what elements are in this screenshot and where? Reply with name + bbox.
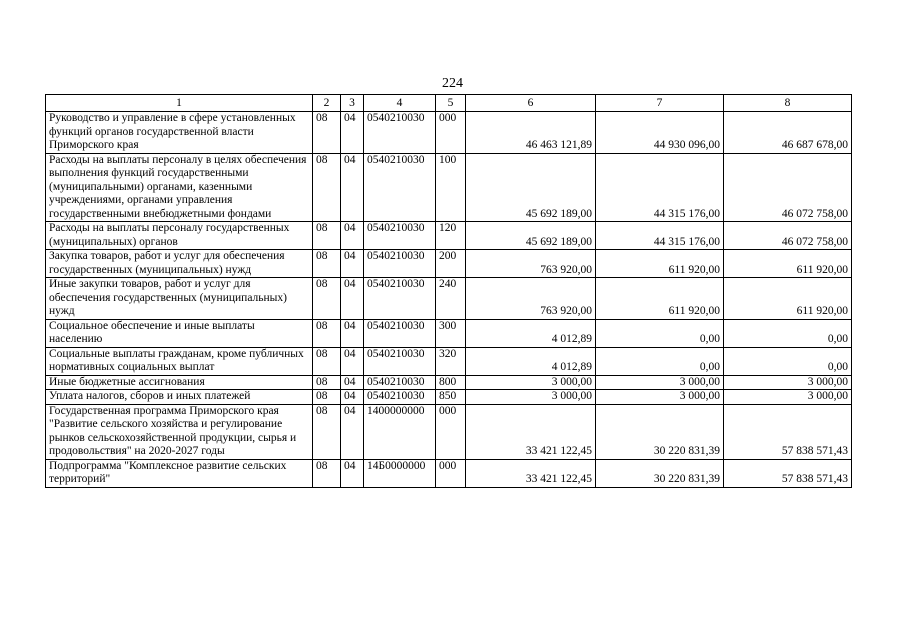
amount-col-8: 3 000,00: [724, 375, 852, 390]
row-name: Социальное обеспечение и иные выплаты населению: [46, 319, 313, 347]
row-name: Социальные выплаты гражданам, кроме публичных нормативных социальных выплат: [46, 347, 313, 375]
amount-col-6: 763 920,00: [466, 278, 596, 320]
section-code: 08: [313, 347, 341, 375]
row-name: Руководство и управление в сфере установленных функций органов государственной власти Приморского края: [46, 112, 313, 154]
amount-col-6: 3 000,00: [466, 390, 596, 405]
subsection-code: 04: [341, 390, 364, 405]
section-code: 08: [313, 459, 341, 487]
table-row: [46, 222, 852, 250]
target-article-code: 0540210030: [364, 390, 436, 405]
target-article-code: 0540210030: [364, 375, 436, 390]
amount-col-7: 3 000,00: [596, 390, 724, 405]
section-code: 08: [313, 112, 341, 154]
amount-col-7: 44 315 176,00: [596, 222, 724, 250]
target-article-code: 0540210030: [364, 112, 436, 154]
amount-col-6: 33 421 122,45: [466, 459, 596, 487]
table-row: [46, 404, 852, 459]
column-header: 6: [466, 95, 596, 112]
amount-col-6: 763 920,00: [466, 250, 596, 278]
table-row: [46, 390, 852, 405]
table-row: [46, 112, 852, 154]
row-name: Государственная программа Приморского края "Развитие сельского хозяйства и регулирование рынков сельскохозяйственной продукции, сырья и продовольствия" на 2020-2027 годы: [46, 404, 313, 459]
amount-col-6: 46 463 121,89: [466, 112, 596, 154]
amount-col-8: 46 072 758,00: [724, 153, 852, 222]
budget-table: [45, 94, 852, 488]
subsection-code: 04: [341, 459, 364, 487]
section-code: 08: [313, 390, 341, 405]
row-name: Расходы на выплаты персоналу в целях обеспечения выполнения функций государственными (муниципальными) органами, казенными учреждениями, органами управления государственными внебюджетными фондами: [46, 153, 313, 222]
amount-col-7: 30 220 831,39: [596, 404, 724, 459]
amount-col-7: 611 920,00: [596, 250, 724, 278]
amount-col-6: 4 012,89: [466, 347, 596, 375]
amount-col-8: 46 687 678,00: [724, 112, 852, 154]
subsection-code: 04: [341, 222, 364, 250]
section-code: 08: [313, 404, 341, 459]
column-header: 3: [341, 95, 364, 112]
page-number: 224: [442, 76, 463, 91]
amount-col-8: 0,00: [724, 347, 852, 375]
amount-col-6: 4 012,89: [466, 319, 596, 347]
column-header: 1: [46, 95, 313, 112]
row-name: Расходы на выплаты персоналу государственных (муниципальных) органов: [46, 222, 313, 250]
table-header-row: [46, 95, 852, 112]
table-row: [46, 278, 852, 320]
amount-col-8: 46 072 758,00: [724, 222, 852, 250]
target-article-code: 0540210030: [364, 278, 436, 320]
column-header: 5: [436, 95, 466, 112]
expense-type-code: 100: [436, 153, 466, 222]
target-article-code: 0540210030: [364, 250, 436, 278]
amount-col-7: 0,00: [596, 347, 724, 375]
column-header: 2: [313, 95, 341, 112]
amount-col-8: 3 000,00: [724, 390, 852, 405]
amount-col-6: 3 000,00: [466, 375, 596, 390]
amount-col-8: 57 838 571,43: [724, 459, 852, 487]
target-article-code: 0540210030: [364, 347, 436, 375]
column-header: 7: [596, 95, 724, 112]
target-article-code: 0540210030: [364, 153, 436, 222]
expense-type-code: 000: [436, 112, 466, 154]
expense-type-code: 000: [436, 404, 466, 459]
amount-col-8: 57 838 571,43: [724, 404, 852, 459]
section-code: 08: [313, 319, 341, 347]
section-code: 08: [313, 375, 341, 390]
amount-col-7: 611 920,00: [596, 278, 724, 320]
subsection-code: 04: [341, 404, 364, 459]
target-article-code: 0540210030: [364, 319, 436, 347]
table-row: [46, 375, 852, 390]
expense-type-code: 320: [436, 347, 466, 375]
target-article-code: 1400000000: [364, 404, 436, 459]
target-article-code: 14Б0000000: [364, 459, 436, 487]
amount-col-7: 0,00: [596, 319, 724, 347]
row-name: Уплата налогов, сборов и иных платежей: [46, 390, 313, 405]
subsection-code: 04: [341, 153, 364, 222]
subsection-code: 04: [341, 347, 364, 375]
subsection-code: 04: [341, 319, 364, 347]
column-header: 8: [724, 95, 852, 112]
amount-col-8: 611 920,00: [724, 250, 852, 278]
amount-col-6: 45 692 189,00: [466, 222, 596, 250]
expense-type-code: 850: [436, 390, 466, 405]
section-code: 08: [313, 250, 341, 278]
section-code: 08: [313, 278, 341, 320]
subsection-code: 04: [341, 375, 364, 390]
section-code: 08: [313, 153, 341, 222]
expense-type-code: 200: [436, 250, 466, 278]
amount-col-7: 44 930 096,00: [596, 112, 724, 154]
subsection-code: 04: [341, 250, 364, 278]
expense-type-code: 800: [436, 375, 466, 390]
row-name: Закупка товаров, работ и услуг для обеспечения государственных (муниципальных) нужд: [46, 250, 313, 278]
expense-type-code: 120: [436, 222, 466, 250]
amount-col-6: 45 692 189,00: [466, 153, 596, 222]
row-name: Иные закупки товаров, работ и услуг для обеспечения государственных (муниципальных) нужд: [46, 278, 313, 320]
amount-col-7: 44 315 176,00: [596, 153, 724, 222]
table-row: [46, 153, 852, 222]
row-name: Иные бюджетные ассигнования: [46, 375, 313, 390]
row-name: Подпрограмма "Комплексное развитие сельских территорий": [46, 459, 313, 487]
table-row: [46, 459, 852, 487]
amount-col-8: 0,00: [724, 319, 852, 347]
table-row: [46, 319, 852, 347]
expense-type-code: 300: [436, 319, 466, 347]
amount-col-8: 611 920,00: [724, 278, 852, 320]
table-row: [46, 347, 852, 375]
table-row: [46, 250, 852, 278]
amount-col-7: 3 000,00: [596, 375, 724, 390]
subsection-code: 04: [341, 278, 364, 320]
amount-col-7: 30 220 831,39: [596, 459, 724, 487]
section-code: 08: [313, 222, 341, 250]
expense-type-code: 000: [436, 459, 466, 487]
amount-col-6: 33 421 122,45: [466, 404, 596, 459]
expense-type-code: 240: [436, 278, 466, 320]
subsection-code: 04: [341, 112, 364, 154]
target-article-code: 0540210030: [364, 222, 436, 250]
column-header: 4: [364, 95, 436, 112]
